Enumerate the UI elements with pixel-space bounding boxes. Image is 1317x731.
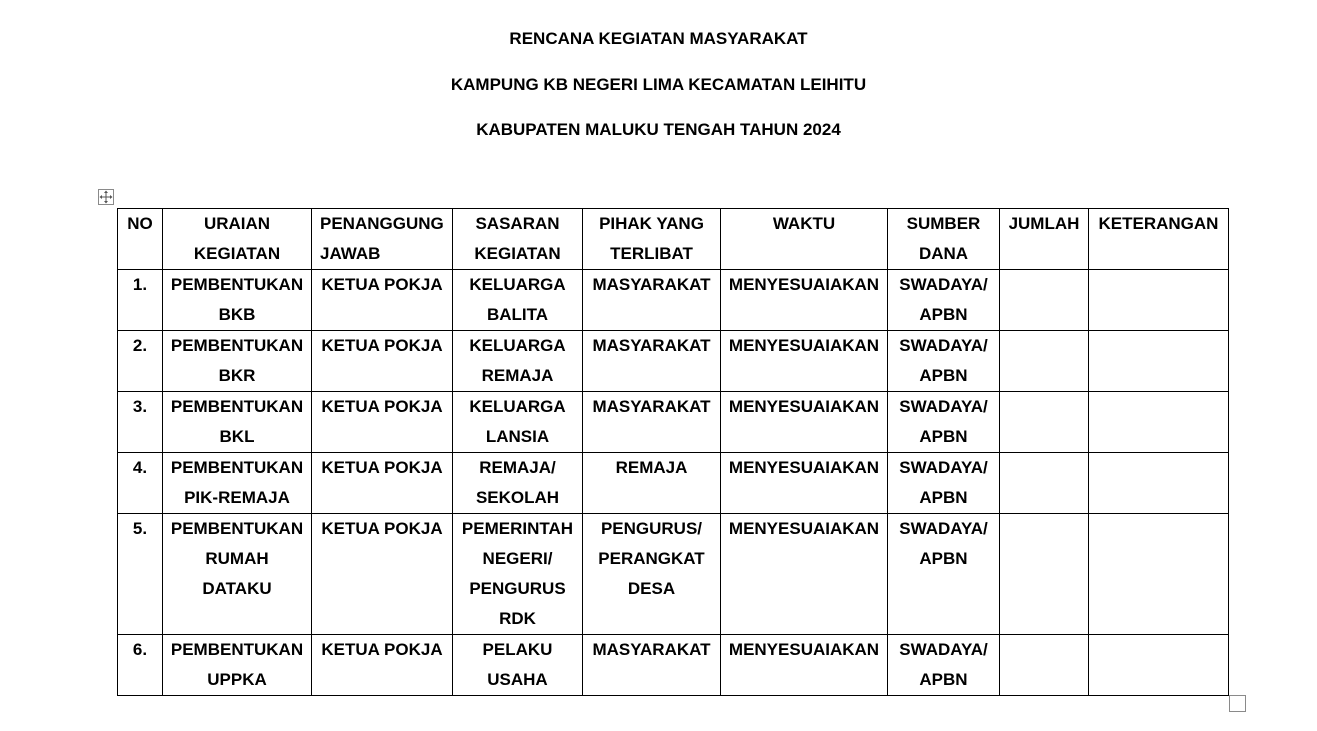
cell-text: KETUA POKJA (321, 275, 443, 294)
activity-plan-table (117, 208, 1229, 696)
header-no[interactable] (118, 209, 163, 270)
cell-text: PEMBENTUKAN (170, 458, 304, 477)
table-cell[interactable] (1000, 635, 1089, 696)
cell-text: KELUARGA (469, 336, 566, 355)
table-cell[interactable] (1000, 453, 1089, 514)
table-cell[interactable] (1000, 270, 1089, 331)
header-text: URAIAN (203, 214, 271, 233)
table-cell[interactable] (583, 392, 721, 453)
table-cell[interactable] (888, 331, 1000, 392)
table-cell[interactable] (1089, 392, 1229, 453)
table-cell[interactable] (453, 270, 583, 331)
cell-text: APBN (919, 366, 968, 385)
header-text: JUMLAH (1008, 214, 1080, 233)
table-cell[interactable] (888, 635, 1000, 696)
table-cell[interactable] (453, 453, 583, 514)
header-sasaran-kegiatan[interactable] (453, 209, 583, 270)
cell-text: BKL (219, 427, 255, 446)
cell-text: MENYESUAIAKAN (728, 458, 880, 477)
cell-text: APBN (919, 670, 968, 689)
header-text: DANA (918, 244, 969, 263)
cell-text: PEMBENTUKAN (170, 519, 304, 538)
table-cell[interactable] (583, 270, 721, 331)
table-cell[interactable] (1089, 453, 1229, 514)
table-row (118, 453, 1229, 514)
cell-text: DATAKU (202, 579, 272, 598)
cell-text: SWADAYA/ (899, 397, 988, 416)
table-cell[interactable] (453, 392, 583, 453)
cell-text: KETUA POKJA (321, 336, 443, 355)
cell-text: RDK (499, 609, 536, 628)
table-cell[interactable] (118, 270, 163, 331)
header-text: JAWAB (320, 244, 381, 263)
cell-text: MENYESUAIAKAN (728, 336, 880, 355)
table-cell[interactable] (1000, 331, 1089, 392)
cell-text: UPPKA (207, 670, 267, 689)
table-cell[interactable] (163, 270, 312, 331)
cell-text: REMAJA (481, 366, 554, 385)
header-text: KEGIATAN (193, 244, 281, 263)
table-body (118, 270, 1229, 696)
table-cell[interactable] (163, 514, 312, 635)
table-cell[interactable] (163, 453, 312, 514)
cell-text: MENYESUAIAKAN (728, 519, 880, 538)
table-cell[interactable] (118, 331, 163, 392)
table-row (118, 635, 1229, 696)
cell-text: MENYESUAIAKAN (728, 275, 880, 294)
table-cell[interactable] (888, 392, 1000, 453)
header-text: NO (127, 214, 153, 233)
header-text: PENANGGUNG (320, 214, 444, 233)
cell-text: KETUA POKJA (321, 640, 443, 659)
table-cell[interactable] (163, 331, 312, 392)
cell-text: 5. (132, 519, 148, 538)
cell-text: KETUA POKJA (321, 458, 443, 477)
header-text: SUMBER (906, 214, 981, 233)
table-cell[interactable] (1000, 392, 1089, 453)
header-waktu[interactable] (721, 209, 888, 270)
table-cell[interactable] (163, 635, 312, 696)
cell-text: SWADAYA/ (899, 519, 988, 538)
cell-text: PELAKU (482, 640, 553, 659)
text-cursor (1228, 453, 1229, 475)
table-cell[interactable] (312, 270, 453, 331)
cell-text: BKB (218, 305, 256, 324)
table-cell[interactable] (583, 453, 721, 514)
header-sumber-dana[interactable] (888, 209, 1000, 270)
cell-text: PEMERINTAH (461, 519, 574, 538)
header-pihak-yang-terlibat[interactable] (583, 209, 721, 270)
cell-text: KETUA POKJA (321, 519, 443, 538)
cell-text: MASYARAKAT (592, 336, 711, 355)
cell-text: LANSIA (485, 427, 550, 446)
cell-text: SWADAYA/ (899, 275, 988, 294)
cell-text: 4. (132, 458, 148, 477)
cell-text: PENGURUS (469, 579, 566, 598)
cell-text: SWADAYA/ (899, 458, 988, 477)
table-cell[interactable] (312, 635, 453, 696)
table-cell[interactable] (888, 270, 1000, 331)
table-cell[interactable] (583, 514, 721, 635)
cell-text: PERANGKAT (598, 549, 705, 568)
table-cell[interactable] (453, 635, 583, 696)
cell-text: USAHA (487, 670, 548, 689)
table-move-handle-icon[interactable] (98, 189, 114, 205)
cell-text: BALITA (486, 305, 549, 324)
table-cell[interactable] (721, 453, 888, 514)
header-penanggung-jawab[interactable] (312, 209, 453, 270)
header-text: KETERANGAN (1098, 214, 1219, 233)
cell-text: KELUARGA (469, 275, 566, 294)
table-resize-handle[interactable] (1229, 695, 1246, 712)
header-jumlah[interactable] (1000, 209, 1089, 270)
table-cell[interactable] (163, 392, 312, 453)
cell-text: PEMBENTUKAN (170, 397, 304, 416)
table-header-row (118, 209, 1229, 270)
table-cell[interactable] (312, 331, 453, 392)
table-cell[interactable] (1089, 270, 1229, 331)
document-title-line-2: KAMPUNG KB NEGERI LIMA KECAMATAN LEIHITU (450, 75, 867, 94)
cell-text: APBN (919, 549, 968, 568)
table-cell[interactable] (721, 514, 888, 635)
table-row (118, 392, 1229, 453)
table-cell[interactable] (118, 392, 163, 453)
cell-text: PIK-REMAJA (184, 488, 290, 507)
cell-text: REMAJA/ (479, 458, 556, 477)
cell-text: MASYARAKAT (592, 640, 711, 659)
header-text: KEGIATAN (474, 244, 561, 263)
table-row (118, 331, 1229, 392)
cell-text: KETUA POKJA (321, 397, 443, 416)
header-keterangan[interactable] (1089, 209, 1229, 270)
cell-text: REMAJA (615, 458, 688, 477)
header-text: TERLIBAT (610, 244, 693, 263)
cell-text: 1. (132, 275, 148, 294)
table-header (118, 209, 1229, 270)
cell-text: MASYARAKAT (592, 275, 711, 294)
cell-text: PENGURUS/ (600, 519, 703, 538)
table-cell[interactable] (721, 331, 888, 392)
cell-text: PEMBENTUKAN (170, 336, 304, 355)
cell-text: SWADAYA/ (899, 336, 988, 355)
cell-text: MASYARAKAT (592, 397, 711, 416)
cell-text: BKR (218, 366, 256, 385)
cell-text: 3. (132, 397, 148, 416)
table-cell[interactable] (583, 635, 721, 696)
table-cell[interactable] (312, 514, 453, 635)
table-cell[interactable] (453, 514, 583, 635)
cell-text: SEKOLAH (475, 488, 560, 507)
cell-text: PEMBENTUKAN (170, 640, 304, 659)
header-uraian-kegiatan[interactable] (163, 209, 312, 270)
header-text: WAKTU (772, 214, 836, 233)
cell-text: PEMBENTUKAN (170, 275, 304, 294)
cell-text: 2. (132, 336, 148, 355)
cell-text: RUMAH (205, 549, 269, 568)
table-cell[interactable] (721, 392, 888, 453)
cell-text: MENYESUAIAKAN (728, 397, 880, 416)
table-cell[interactable] (1089, 514, 1229, 635)
cell-text: MENYESUAIAKAN (728, 640, 880, 659)
cell-text: DESA (627, 579, 676, 598)
table-row (118, 514, 1229, 635)
cell-text: APBN (919, 305, 968, 324)
cell-text: APBN (919, 427, 968, 446)
cell-text: 6. (132, 640, 148, 659)
header-text: SASARAN (475, 214, 560, 233)
table-cell[interactable] (118, 453, 163, 514)
document-title-line-1: RENCANA KEGIATAN MASYARAKAT (509, 29, 808, 48)
table-cell[interactable] (1089, 331, 1229, 392)
document-title-line-3: KABUPATEN MALUKU TENGAH TAHUN 2024 (476, 120, 841, 139)
table-cell[interactable] (888, 514, 1000, 635)
table-cell[interactable] (1000, 514, 1089, 635)
cell-text: APBN (919, 488, 968, 507)
table-cell[interactable] (583, 331, 721, 392)
table-cell[interactable] (118, 635, 163, 696)
cell-text: KELUARGA (469, 397, 566, 416)
header-text: PIHAK YANG (599, 214, 704, 233)
table-row (118, 270, 1229, 331)
table-cell[interactable] (118, 514, 163, 635)
cell-text: SWADAYA/ (899, 640, 988, 659)
table-cell[interactable] (312, 453, 453, 514)
table-cell[interactable] (888, 453, 1000, 514)
table-cell[interactable] (721, 270, 888, 331)
table-cell[interactable] (1089, 635, 1229, 696)
cell-text: NEGERI/ (482, 549, 553, 568)
table-cell[interactable] (721, 635, 888, 696)
table-cell[interactable] (312, 392, 453, 453)
table-cell[interactable] (453, 331, 583, 392)
